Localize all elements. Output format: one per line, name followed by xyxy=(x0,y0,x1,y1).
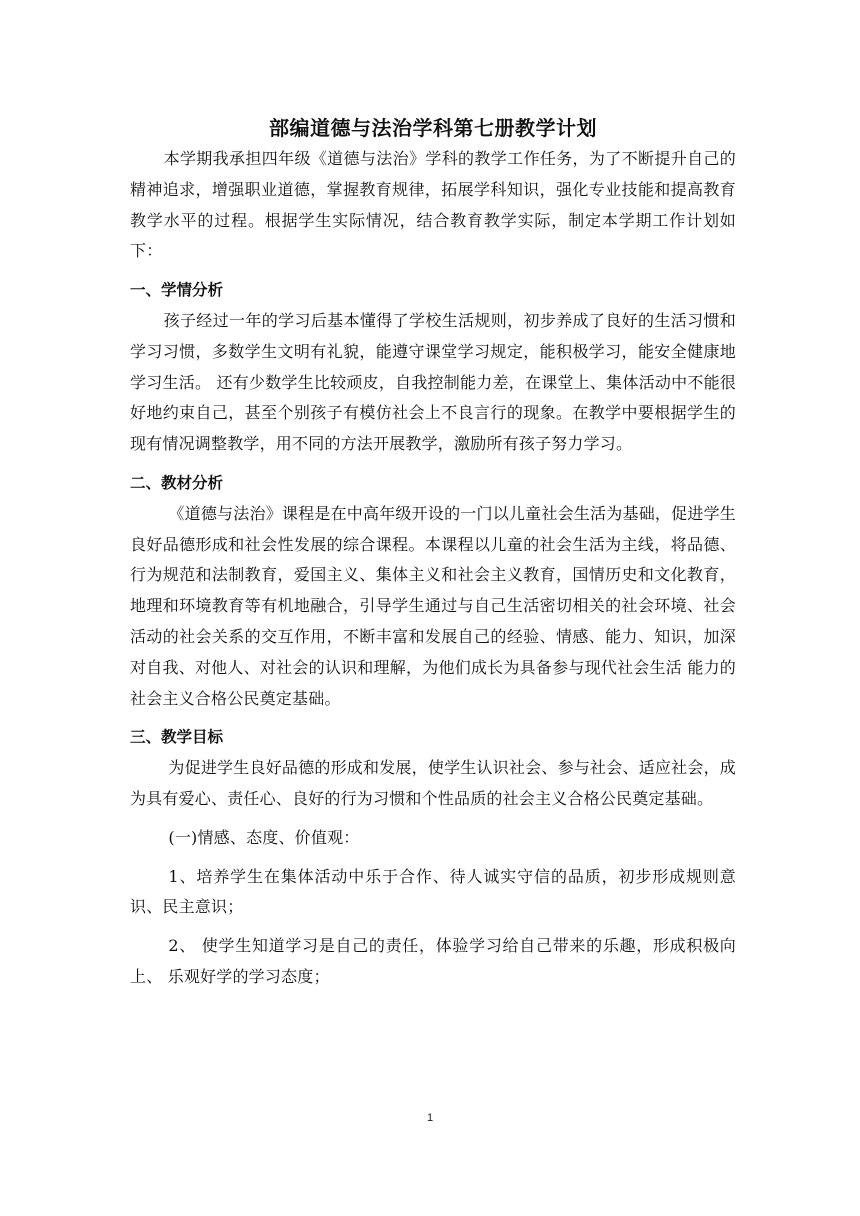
section-heading-teaching-goals: 三、教学目标 xyxy=(130,728,224,747)
goal-item-1: 1、培养学生在集体活动中乐于合作、待人诚实守信的品质，初步形成规则意识、民主意识； xyxy=(130,866,736,917)
page-number: 1 xyxy=(426,1112,434,1124)
section-heading-textbook-analysis: 二、教材分析 xyxy=(130,473,224,492)
goals-subheading: (一)情感、态度、价值观： xyxy=(168,827,360,847)
textbook-analysis-paragraph: 《道德与法治》课程是在中高年级开设的一门以儿童社会生活为基础，促进学生良好品德形成和社会性发展的综合课程。本课程以儿童的社会生活为主线，将品德、行为规范和法制教育，爱国主义、集体主义和社会主义教育，国情历史和文化教育，地理和环境教育等有机地融合，引导学生通过与自己生活密切相关的社会环境、社会活动的社会关系的交互作用，不断丰富和发展自己的经验、情感、能力、知识，加深对自我、对他人、对社会的认识和理解，为他们成长为具备参与现代社会生活 能力的社会主义合格公民奠定基础。 xyxy=(130,503,736,708)
intro-paragraph: 本学期我承担四年级《道德与法治》学科的教学工作任务，为了不断提升自己的精神追求，增强职业道德，掌握教育规律，拓展学科知识，强化专业技能和提高教育教学水平的过程。根据学生实际情况，结合教育教学实际，制定本学期工作计划如下： xyxy=(130,149,736,261)
goal-item-2: 2、 使学生知道学习是自己的责任，体验学习给自己带来的乐趣，形成积极向上、 乐观好学的学习态度； xyxy=(130,936,736,986)
document-title: 部编道德与法治学科第七册教学计划 xyxy=(269,116,597,140)
learning-analysis-paragraph: 孩子经过一年的学习后基本懂得了学校生活规则，初步养成了良好的生活习惯和学习习惯，多数学生文明有礼貌，能遵守课堂学习规定，能积极学习，能安全健康地学习生活。 还有少数学生比较顽皮，自我控制能力差，在课堂上、集体活动中不能很好地约束自己，甚至个别孩子有模仿社会上不良言行的现象。在教学中要根据学生的现有情况调整教学，用不同的方法开展教学，激励所有孩子努力学习。 xyxy=(130,310,736,454)
section-heading-learning-analysis: 一、学情分析 xyxy=(130,281,224,300)
teaching-goals-paragraph: 为促进学生良好品德的形成和发展，使学生认识社会、参与社会、适应社会，成为具有爱心、责任心、良好的行为习惯和个性品质的社会主义合格公民奠定基础。 xyxy=(130,758,736,808)
document-body xyxy=(130,112,736,993)
